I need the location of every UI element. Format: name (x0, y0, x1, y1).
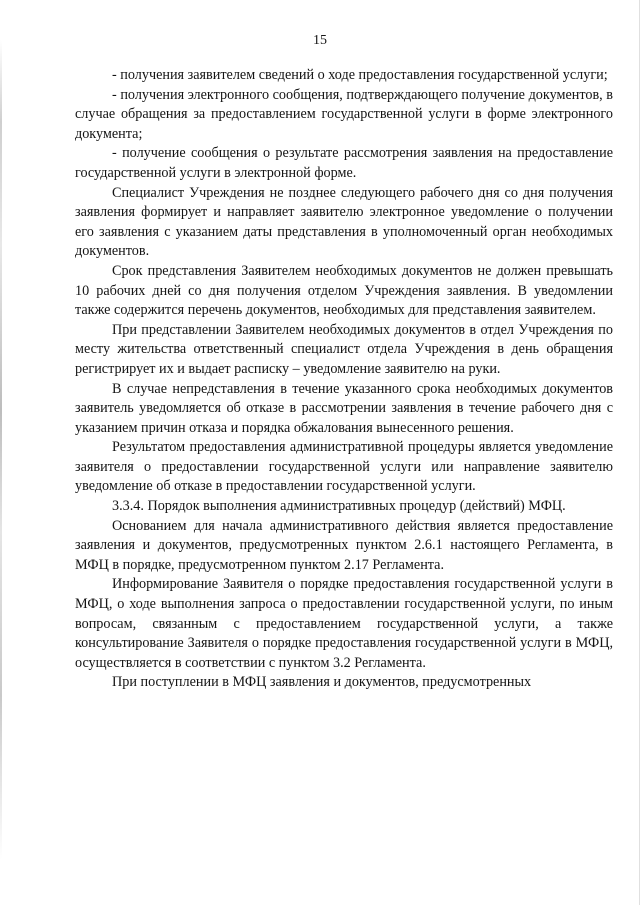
paragraph-basis-for-action: Основанием для начала административного действия является предоставление заявления и документов, предусмотренных пунктом 2.6.1 настоящего Регламента, в МФЦ в порядке, предусмотренном пунктом 2.17 Регламента. (75, 517, 613, 573)
document-body (75, 66, 613, 693)
paragraph-bullet-electronic-confirmation: - получения электронного сообщения, подтверждающего получение документов, в случае обращения за предоставлением государственной услуги в форме электронного документа; (75, 86, 613, 142)
section-heading-3-3-4: 3.3.4. Порядок выполнения административных процедур (действий) МФЦ. (112, 498, 566, 515)
paragraph-document-submission: При представлении Заявителем необходимых документов в отдел Учреждения по месту жительства ответственный специалист отдела Учреждения в день обращения регистрирует их и выдает расписку – уведомление заявителю на руки. (75, 321, 613, 377)
page-number: 15 (313, 33, 327, 48)
paragraph-procedure-result: Результатом предоставления административной процедуры является уведомление заявителя о предоставлении государственной услуги или направление заявителю уведомление об отказе в предоставлении государственной услуги. (75, 439, 613, 495)
paragraph-informing-applicant: Информирование Заявителя о порядке предоставления государственной услуги в МФЦ, о ходе выполнения запроса о предоставлении государственной услуги, по иным вопросам, связанным с предоставлением государственной услуги, а также консультирование Заявителя о порядке предоставления государственной услуги в МФЦ, осуществляется в соответствии с пунктом 3.2 Регламента. (75, 576, 613, 671)
scan-edge-left (0, 40, 2, 860)
paragraph-document-deadline: Срок представления Заявителем необходимых документов не должен превышать 10 рабочих дней со дня получения отделом Учреждения заявления. В уведомлении также содержится перечень документов, необходимых для представления заявителем. (75, 262, 613, 319)
paragraph-specialist-notification: Специалист Учреждения не позднее следующего рабочего дня со дня получения заявления формирует и направляет заявителю электронное уведомление о получении его заявления с указанием даты представления в уполномоченный орган необходимых документов. (75, 184, 613, 260)
paragraph-bullet-result-message: - получение сообщения о результате рассмотрения заявления на предоставление государственной услуги в электронной форме. (75, 145, 613, 181)
paragraph-bullet-status-info: - получения заявителем сведений о ходе предоставления государственной услуги; (112, 67, 608, 83)
paragraph-non-submission: В случае непредставления в течение указанного срока необходимых документов заявитель уведомляется об отказе в рассмотрении заявления в течение рабочего дня с указанием причин отказа и порядка обжалования вынесенного решения. (75, 380, 613, 436)
paragraph-receipt-in-mfc: При поступлении в МФЦ заявления и документов, предусмотренных (112, 674, 532, 691)
